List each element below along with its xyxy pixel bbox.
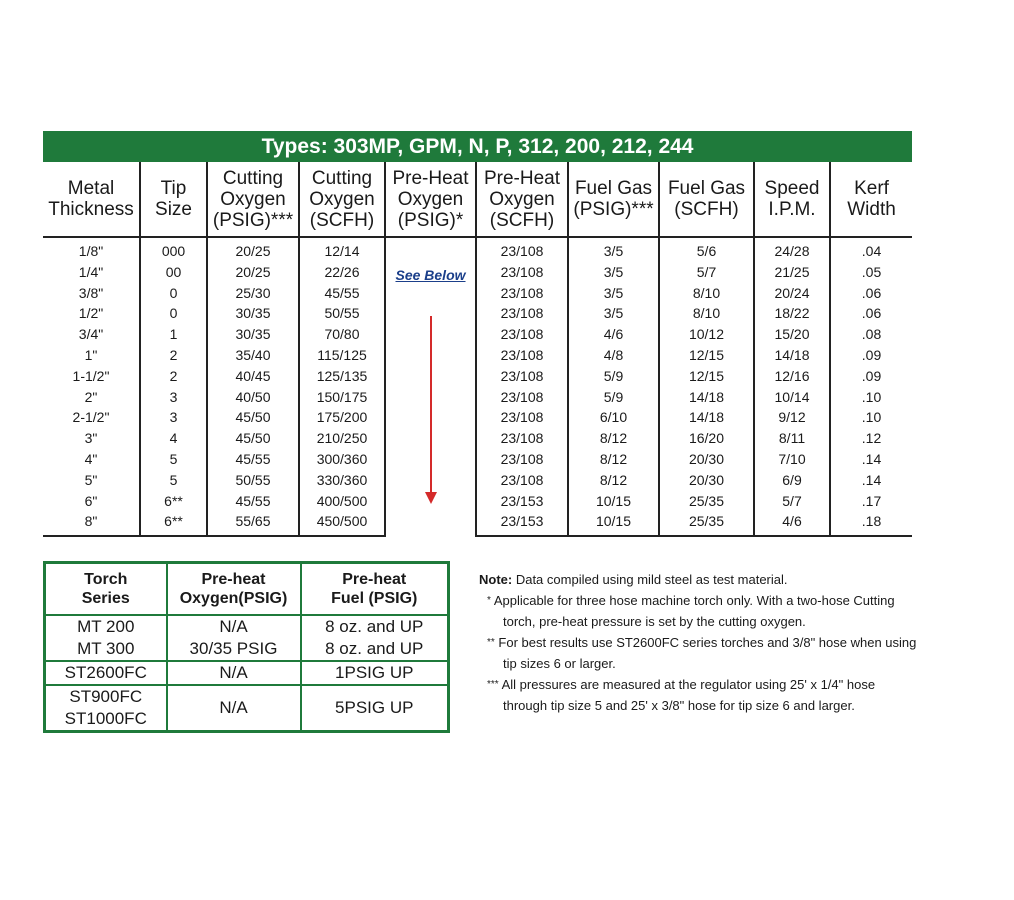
table-cell: 16/20	[659, 428, 754, 449]
table-cell: .05	[830, 262, 912, 283]
table-cell: 1/4"	[78, 263, 104, 280]
table-cell: .09	[830, 366, 912, 387]
table-cell: 45/55	[207, 491, 299, 512]
note-marker: ***	[487, 679, 499, 690]
table-cell: 4/6	[568, 324, 659, 345]
table-cell: 10/15	[568, 511, 659, 536]
table-cell: 3/5	[568, 237, 659, 262]
column-header-row	[43, 162, 912, 237]
table-cell: 4	[140, 428, 207, 449]
table-cell: .10	[830, 387, 912, 408]
table-cell: 5/7	[754, 491, 830, 512]
table-cell: 20/25	[207, 262, 299, 283]
torch-oxygen-cell: N/A	[167, 685, 301, 732]
torch-column-header: Pre-heat Oxygen(PSIG)	[167, 563, 301, 616]
table-cell: 14/18	[659, 387, 754, 408]
table-cell: 5/6	[659, 237, 754, 262]
table-row	[43, 303, 912, 324]
table-cell: 8/10	[659, 303, 754, 324]
table-cell: 40/50	[207, 387, 299, 408]
note-text: Applicable for three hose machine torch only. With a two-hose Cutting torch, pre-heat pressure is set by the cutting oxygen.	[493, 593, 895, 629]
table-cell: 40/45	[207, 366, 299, 387]
table-cell: 3	[140, 387, 207, 408]
table-cell: 23/108	[476, 428, 568, 449]
table-cell: 2-1/2"	[72, 409, 110, 426]
table-cell: 45/55	[207, 449, 299, 470]
table-cell: 3/5	[568, 283, 659, 304]
torch-column-header: Torch Series	[45, 563, 167, 616]
table-cell: 12/14	[299, 237, 385, 262]
table-cell: .06	[830, 303, 912, 324]
table-cell: 25/35	[659, 491, 754, 512]
table-cell: 6/9	[754, 470, 830, 491]
table-cell: 20/24	[754, 283, 830, 304]
table-cell: 23/108	[476, 366, 568, 387]
table-cell: 6**	[140, 511, 207, 536]
table-cell: 8"	[43, 511, 140, 536]
table-cell: 70/80	[299, 324, 385, 345]
torch-series-cell: MT 200 MT 300	[45, 615, 167, 661]
table-cell: 25/35	[659, 511, 754, 536]
table-cell: .10	[830, 407, 912, 428]
table-cell: 1/8"	[78, 243, 104, 259]
table-cell: 5	[140, 449, 207, 470]
table-row	[43, 491, 912, 512]
table-cell: 5"	[84, 471, 98, 488]
table-cell: 50/55	[207, 470, 299, 491]
table-cell: 1"	[84, 346, 98, 363]
table-cell: 5/9	[568, 387, 659, 408]
table-cell: 1-1/2"	[72, 367, 110, 384]
column-header: Kerf Width	[830, 162, 912, 237]
table-cell: 400/500	[299, 491, 385, 512]
table-row	[43, 470, 912, 491]
table-cell: 24/28	[754, 237, 830, 262]
column-header: Fuel Gas (SCFH)	[659, 162, 754, 237]
table-cell: 3	[140, 407, 207, 428]
table-cell: 210/250	[299, 428, 385, 449]
column-header: Pre-Heat Oxygen (SCFH)	[476, 162, 568, 237]
table-cell: .08	[830, 324, 912, 345]
torch-oxygen-cell: N/A 30/35 PSIG	[167, 615, 301, 661]
table-cell: 6**	[140, 491, 207, 512]
table-cell: 23/108	[476, 262, 568, 283]
column-header: Speed I.P.M.	[754, 162, 830, 237]
table-cell: 10/12	[659, 324, 754, 345]
notes-list	[479, 590, 919, 716]
table-cell: 45/55	[299, 283, 385, 304]
table-cell: 150/175	[299, 387, 385, 408]
table-cell: 30/35	[207, 324, 299, 345]
table-row	[43, 324, 912, 345]
table-cell: .14	[830, 470, 912, 491]
table-cell: 3/8"	[78, 284, 104, 301]
table-cell: 300/360	[299, 449, 385, 470]
table-cell: .14	[830, 449, 912, 470]
table-cell: 6"	[84, 492, 98, 509]
table-cell: 3/5	[568, 262, 659, 283]
table-cell: 9/12	[754, 407, 830, 428]
table-cell: 175/200	[299, 407, 385, 428]
table-row	[43, 345, 912, 366]
table-cell: 7/10	[754, 449, 830, 470]
torch-series-cell: ST2600FC	[45, 661, 167, 685]
table-cell: 12/16	[754, 366, 830, 387]
table-cell: 20/30	[659, 449, 754, 470]
table-cell: 1	[140, 324, 207, 345]
column-header: Fuel Gas (PSIG)***	[568, 162, 659, 237]
table-row	[43, 366, 912, 387]
table-cell: 2"	[84, 388, 98, 405]
column-header: Metal Thickness	[43, 162, 140, 237]
table-cell: 12/15	[659, 366, 754, 387]
table-cell: 50/55	[299, 303, 385, 324]
table-cell: 14/18	[754, 345, 830, 366]
notes-label: Note:	[479, 572, 513, 587]
table-cell: .06	[830, 283, 912, 304]
table-cell: 21/25	[754, 262, 830, 283]
table-cell: 10/14	[754, 387, 830, 408]
torch-series-cell: ST900FC ST1000FC	[45, 685, 167, 732]
table-row	[43, 237, 912, 262]
table-cell: 4"	[84, 450, 98, 467]
table-cell: 2	[140, 345, 207, 366]
note-item	[479, 674, 919, 716]
notes-title-text: Data compiled using mild steel as test material.	[512, 572, 788, 587]
table-row	[43, 262, 912, 283]
table-cell: 23/153	[476, 491, 568, 512]
table-cell: 23/108	[476, 237, 568, 262]
preheat-oxygen-psig-cell	[385, 237, 476, 536]
table-cell: .09	[830, 345, 912, 366]
table-cell: 5/9	[568, 366, 659, 387]
note-text: For best results use ST2600FC series torches and 3/8" hose when using tip sizes 6 or larger.	[498, 635, 917, 671]
table-cell: 00	[140, 262, 207, 283]
cutting-chart-body	[43, 237, 912, 536]
torch-header-row	[45, 563, 449, 616]
table-cell: 23/108	[476, 324, 568, 345]
table-cell: 4/8	[568, 345, 659, 366]
note-text: All pressures are measured at the regulator using 25' x 1/4" hose through tip size 5 and 25' x 3/8" hose for tip size 6 and larger.	[501, 677, 876, 713]
table-cell: 14/18	[659, 407, 754, 428]
table-cell: 6/10	[568, 407, 659, 428]
table-cell: 5	[140, 470, 207, 491]
torch-fuel-cell: 8 oz. and UP 8 oz. and UP	[301, 615, 449, 661]
table-cell: 45/50	[207, 428, 299, 449]
table-cell: 125/135	[299, 366, 385, 387]
note-item	[479, 632, 919, 674]
note-item	[479, 590, 919, 632]
table-cell: 23/108	[476, 449, 568, 470]
table-cell: 15/20	[754, 324, 830, 345]
table-cell: 3/5	[568, 303, 659, 324]
note-marker: **	[487, 637, 495, 648]
table-row	[43, 407, 912, 428]
table-row	[43, 428, 912, 449]
table-cell: 3"	[84, 430, 98, 447]
table-cell: 8/10	[659, 283, 754, 304]
table-row	[43, 511, 912, 536]
torch-series-table	[43, 561, 450, 733]
table-cell: 18/22	[754, 303, 830, 324]
table-cell: 0	[140, 303, 207, 324]
table-cell: 22/26	[299, 262, 385, 283]
table-cell: 3/4"	[78, 326, 104, 343]
table-cell: 55/65	[207, 511, 299, 536]
table-cell: 25/30	[207, 283, 299, 304]
torch-fuel-cell: 1PSIG UP	[301, 661, 449, 685]
table-row	[43, 283, 912, 304]
down-arrow-icon	[430, 316, 432, 500]
table-cell: 45/50	[207, 407, 299, 428]
table-cell: 23/153	[476, 511, 568, 536]
table-cell: 2	[140, 366, 207, 387]
torch-column-header: Pre-heat Fuel (PSIG)	[301, 563, 449, 616]
table-cell: 20/25	[207, 237, 299, 262]
note-marker: *	[487, 595, 491, 606]
table-cell: 23/108	[476, 470, 568, 491]
column-header: Pre-Heat Oxygen (PSIG)*	[385, 162, 476, 237]
table-cell: .04	[830, 237, 912, 262]
table-cell: 12/15	[659, 345, 754, 366]
table-cell: 330/360	[299, 470, 385, 491]
table-cell: 000	[140, 237, 207, 262]
table-cell: 23/108	[476, 303, 568, 324]
column-header: Cutting Oxygen (PSIG)***	[207, 162, 299, 237]
table-row	[43, 449, 912, 470]
table-cell: .12	[830, 428, 912, 449]
table-cell: 20/30	[659, 470, 754, 491]
table-cell: .18	[830, 511, 912, 536]
table-cell: .17	[830, 491, 912, 512]
table-cell: 0	[140, 283, 207, 304]
torch-oxygen-cell: N/A	[167, 661, 301, 685]
table-cell: 115/125	[299, 345, 385, 366]
table-row	[43, 387, 912, 408]
table-cell: 8/11	[754, 428, 830, 449]
cutting-chart-table	[43, 131, 912, 537]
column-header: Cutting Oxygen (SCFH)	[299, 162, 385, 237]
notes-title	[479, 569, 919, 590]
notes-block	[479, 569, 919, 716]
torch-fuel-cell: 5PSIG UP	[301, 685, 449, 732]
torch-table-body	[45, 615, 449, 732]
table-title: Types: 303MP, GPM, N, P, 312, 200, 212, 244	[43, 131, 912, 162]
see-below-link: See Below	[395, 267, 466, 283]
table-cell: 1/2"	[78, 305, 104, 322]
table-cell: 8/12	[568, 470, 659, 491]
torch-row	[45, 661, 449, 685]
table-cell: 450/500	[299, 511, 385, 536]
table-cell: 23/108	[476, 345, 568, 366]
table-cell: 23/108	[476, 387, 568, 408]
table-cell: 23/108	[476, 283, 568, 304]
torch-row	[45, 685, 449, 732]
table-cell: 4/6	[754, 511, 830, 536]
table-cell: 30/35	[207, 303, 299, 324]
table-cell: 10/15	[568, 491, 659, 512]
column-header: Tip Size	[140, 162, 207, 237]
table-cell: 8/12	[568, 428, 659, 449]
table-cell: 8/12	[568, 449, 659, 470]
table-cell: 5/7	[659, 262, 754, 283]
table-cell: 23/108	[476, 407, 568, 428]
torch-row	[45, 615, 449, 661]
table-cell: 35/40	[207, 345, 299, 366]
